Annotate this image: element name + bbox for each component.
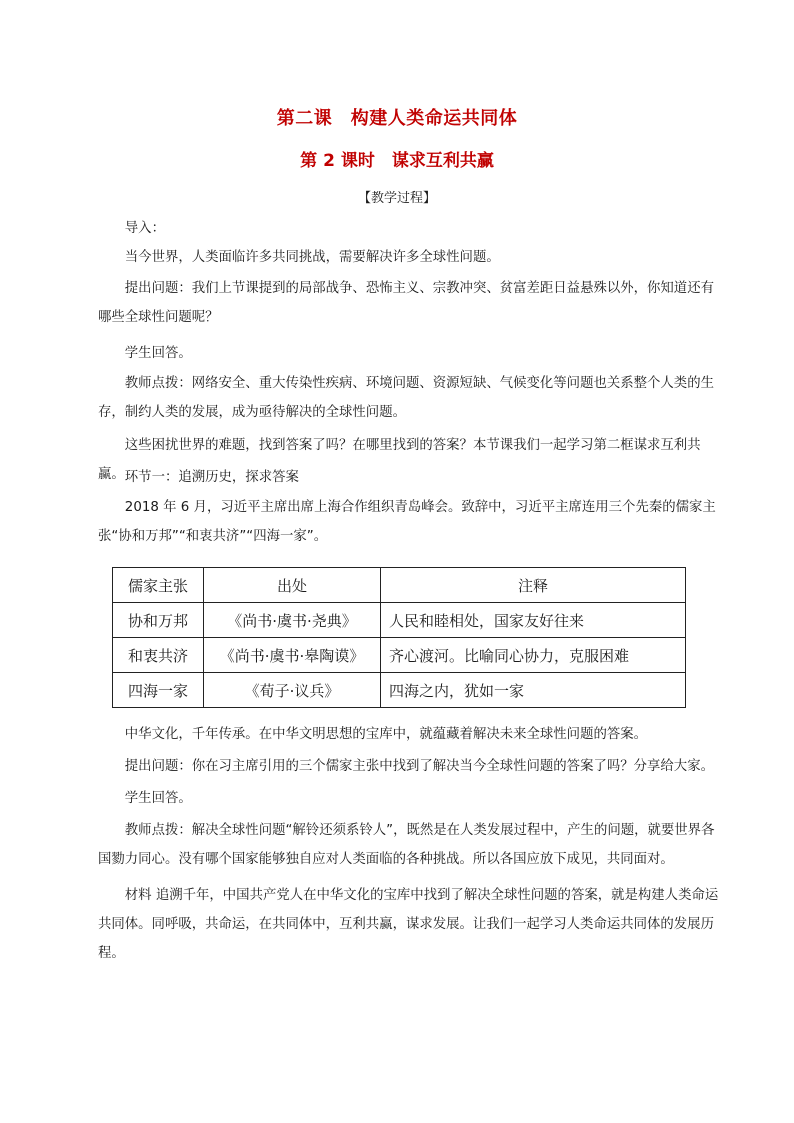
table-cell: 《荀子·议兵》: [204, 673, 381, 708]
paragraph: 这些困扰世界的难题，找到答案了吗？在哪里找到的答案？本节课我们一起学习第二框谋求互利共赢。: [98, 438, 701, 482]
table-header: 出处: [204, 568, 381, 603]
paragraph: 中华文化，千年传承。在中华文明思想的宝库中，就蕴藏着解决未来全球性问题的答案。: [124, 727, 648, 742]
table-row: [113, 638, 686, 673]
table-cell: 齐心渡河。比喻同心协力，克服困难: [381, 638, 686, 673]
paragraph: 提出问题：我们上节课提到的局部战争、恐怖主义、宗教冲突、贫富差距日益悬殊以外，你知道还有哪些全球性问题呢？: [98, 281, 714, 325]
section-heading: 【教学过程】: [357, 191, 436, 206]
table-cell: 《尚书·虞书·皋陶谟》: [204, 638, 381, 673]
paragraph-intro: 导入：: [124, 221, 165, 236]
page-subtitle: 第 2 课时 谋求互利共赢: [300, 151, 494, 171]
table-cell: 人民和睦相处，国家友好往来: [381, 603, 686, 638]
table-header-row: [113, 568, 686, 603]
table-header: 注释: [381, 568, 686, 603]
table-cell: 四海之内，犹如一家: [381, 673, 686, 708]
paragraph: 教师点拨：网络安全、重大传染性疾病、环境问题、资源短缺、气候变化等问题也关系整个人类的生存，制约人类的发展，成为亟待解决的全球性问题。: [98, 376, 714, 420]
table-cell: 和衷共济: [113, 638, 204, 673]
paragraph-material: 材料 追溯千年，中国共产党人在中华文化的宝库中找到了解决全球性问题的答案，就是构建人类命运共同体。同呼吸，共命运，在共同体中，互利共赢，谋求发展。让我们一起学习人类命运共同体的发展历程。: [98, 888, 719, 961]
table-row: [113, 603, 686, 638]
paragraph: 学生回答。: [124, 791, 192, 806]
paragraph: 提出问题：你在习主席引用的三个儒家主张中找到了解决当今全球性问题的答案了吗？分享给大家。: [124, 759, 714, 774]
paragraph: 教师点拨：解决全球性问题“解铃还须系铃人”，既然是在人类发展过程中，产生的问题，就要世界各国勠力同心。没有哪个国家能够独自应对人类面临的各种挑战。所以各国应放下成见，共同面对。: [98, 823, 715, 867]
table-cell: 协和万邦: [113, 603, 204, 638]
paragraph: 当今世界，人类面临许多共同挑战，需要解决许多全球性问题。: [124, 250, 500, 265]
paragraph: 2018 年 6 月，习近平主席出席上海合作组织青岛峰会。致辞中，习近平主席连用三个先秦的儒家主张“协和万邦”“和衷共济”“四海一家”。: [98, 500, 716, 544]
paragraph: 学生回答。: [124, 346, 192, 361]
paragraph-section: 环节一：追溯历史，探求答案: [124, 470, 299, 485]
table-row: [113, 673, 686, 708]
table-cell: 四海一家: [113, 673, 204, 708]
page-title: 第二课 构建人类命运共同体: [276, 108, 518, 129]
confucian-table: [112, 567, 686, 708]
table-header: 儒家主张: [113, 568, 204, 603]
table-cell: 《尚书·虞书·尧典》: [204, 603, 381, 638]
